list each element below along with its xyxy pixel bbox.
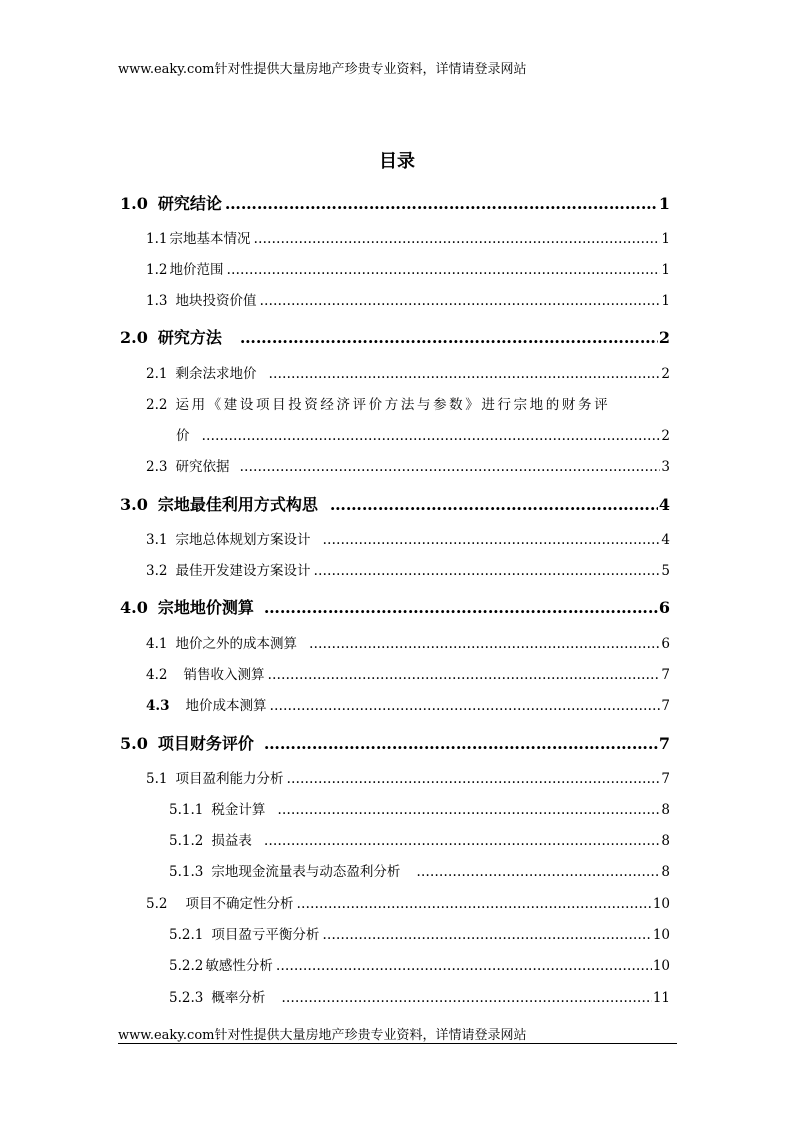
toc-entry-1-3[interactable] (146, 289, 670, 309)
toc-entry-number: 2.1 (146, 366, 168, 382)
toc-entry-number: 1.2 (146, 262, 168, 278)
toc-entry-number: 5.1.3 (169, 864, 204, 880)
toc-entry-label: 地价之外的成本测算 (175, 636, 297, 652)
toc-entry-number: 3.0 (120, 495, 148, 514)
dot-leader (259, 293, 660, 309)
toc-entry-page: 7 (661, 698, 670, 714)
toc-entry-page: 1 (658, 194, 670, 213)
toc-entry-2-1[interactable] (146, 362, 670, 382)
dot-leader (330, 495, 658, 514)
toc-entry-label: 研究依据 (175, 459, 230, 475)
dot-leader (264, 833, 661, 849)
dot-leader (322, 532, 660, 548)
toc-entry-number: 1.3 (146, 293, 168, 309)
dot-leader (253, 231, 660, 247)
dot-leader (416, 864, 660, 880)
dot-leader (267, 667, 660, 683)
toc-entry-label: 项目财务评价 (157, 734, 254, 753)
toc-entry-label: 项目不确定性分析 (185, 896, 294, 912)
dot-leader (240, 328, 658, 347)
toc-entry-5-2-1[interactable] (169, 923, 670, 943)
toc-entry-page: 8 (661, 833, 670, 849)
footer-divider (118, 1043, 677, 1044)
toc-entry-1-1[interactable] (146, 227, 670, 247)
toc-entry-page: 5 (661, 563, 670, 579)
toc-entry-label: 地价成本测算 (185, 698, 267, 714)
toc-entry-page: 7 (661, 667, 670, 683)
dot-leader (225, 194, 658, 213)
toc-entry-label: 最佳开发建设方案设计 (175, 563, 311, 579)
dot-leader (264, 598, 658, 617)
toc-entry-number: 5.2.1 (169, 927, 204, 943)
toc-title: 目录 (379, 151, 415, 172)
toc-entry-label: 概率分析 (211, 990, 266, 1006)
toc-entry-page: 10 (652, 927, 670, 943)
toc-entry-5-1-2[interactable] (169, 829, 670, 849)
toc-entry-page: 7 (661, 771, 670, 787)
toc-entry-page: 1 (661, 231, 670, 247)
toc-entry-label: 项目盈亏平衡分析 (211, 927, 320, 943)
toc-entry-page: 7 (658, 734, 670, 753)
toc-entry-4-3[interactable] (146, 694, 670, 714)
toc-entry-number: 5.0 (120, 734, 148, 753)
toc-entry-5-2-3[interactable] (169, 986, 670, 1006)
toc-entry-number: 1.1 (146, 231, 168, 247)
toc-entry-3-1[interactable] (146, 528, 670, 548)
toc-entry-label: 税金计算 (211, 802, 266, 818)
toc-entry-page: 4 (658, 495, 670, 514)
toc-entry-number: 5.2.2 (169, 958, 204, 974)
toc-entry-label: 地价范围 (169, 262, 224, 278)
toc-entry-page: 10 (652, 896, 670, 912)
dot-leader (270, 698, 661, 714)
toc-entry-label: 宗地总体规划方案设计 (175, 532, 311, 548)
dot-leader (281, 990, 651, 1006)
toc-entry-page: 10 (652, 958, 670, 974)
toc-entry-number: 5.1 (146, 771, 168, 787)
toc-entry-label: 项目盈利能力分析 (175, 771, 284, 787)
toc-entry-page: 4 (661, 532, 670, 548)
toc-entry-3-0[interactable] (120, 492, 670, 515)
toc-entry-page: 11 (652, 990, 670, 1006)
toc-entry-page: 1 (661, 293, 670, 309)
dot-leader (277, 802, 660, 818)
toc-entry-page: 3 (661, 459, 670, 475)
header-note: www.eaky.com针对性提供大量房地产珍贵专业资料，详情请登录网站 (118, 62, 527, 77)
toc-entry-page: 8 (661, 864, 670, 880)
toc-entry-label: 宗地现金流量表与动态盈利分析 (211, 864, 401, 880)
toc-entry-5-0[interactable] (120, 731, 670, 754)
toc-entry-number: 1.0 (120, 194, 148, 213)
toc-entry-4-1[interactable] (146, 632, 670, 652)
toc-entry-label: 地块投资价值 (175, 293, 257, 309)
toc-entry-label: 宗地地价测算 (157, 598, 254, 617)
toc-entry-page: 8 (661, 802, 670, 818)
toc-entry-5-1-3[interactable] (169, 860, 670, 880)
toc-entry-number: 3.1 (146, 532, 168, 548)
toc-entry-label: 研究方法 (157, 328, 222, 347)
toc-entry-2-3[interactable] (146, 455, 670, 475)
dot-leader (239, 459, 660, 475)
dot-leader (322, 927, 651, 943)
toc-entry-5-2-2[interactable] (169, 954, 670, 974)
toc-entry-4-0[interactable] (120, 595, 670, 618)
toc-entry-label: 宗地基本情况 (169, 231, 251, 247)
toc-entry-2-0[interactable] (120, 325, 670, 348)
toc-entry-number: 5.1.2 (169, 833, 204, 849)
dot-leader (286, 771, 660, 787)
footer-note: www.eaky.com针对性提供大量房地产珍贵专业资料，详情请登录网站 (118, 1028, 527, 1043)
toc-entry-3-2[interactable] (146, 559, 670, 579)
dot-leader (276, 958, 652, 974)
dot-leader (226, 262, 660, 278)
toc-entry-number: 5.1.1 (169, 802, 204, 818)
toc-entry-1-2[interactable] (146, 258, 670, 278)
dot-leader (268, 366, 660, 382)
toc-entry-2-2[interactable] (146, 393, 670, 413)
toc-entry-number: 2.2 (146, 397, 168, 413)
toc-entry-page: 2 (658, 328, 670, 347)
toc-entry-label-continuation: 价 (176, 428, 190, 444)
toc-entry-2-2-continuation[interactable] (176, 424, 670, 444)
dot-leader (309, 636, 660, 652)
dot-leader (296, 896, 651, 912)
toc-entry-label: 损益表 (211, 833, 252, 849)
toc-entry-number: 5.2.3 (169, 990, 204, 1006)
toc-entry-number: 3.2 (146, 563, 168, 579)
toc-entry-label: 研究结论 (157, 194, 222, 213)
toc-entry-label: 剩余法求地价 (175, 366, 257, 382)
dot-leader (264, 734, 658, 753)
toc-entry-number: 4.0 (120, 598, 148, 617)
toc-entry-number: 2.0 (120, 328, 148, 347)
toc-entry-page: 2 (661, 366, 670, 382)
toc-entry-label: 销售收入测算 (183, 667, 265, 683)
toc-entry-page: 6 (658, 598, 670, 617)
toc-entry-label: 运用《建设项目投资经济评价方法与参数》进行宗地的财务评 (175, 397, 611, 413)
toc-entry-5-1-1[interactable] (169, 798, 670, 818)
toc-entry-label: 宗地最佳利用方式构思 (157, 495, 318, 514)
toc-entry-number: 4.1 (146, 636, 168, 652)
toc-entry-page: 2 (661, 428, 670, 444)
toc-entry-5-1[interactable] (146, 767, 670, 787)
toc-entry-4-2[interactable] (146, 663, 670, 683)
toc-entry-page: 6 (661, 636, 670, 652)
dot-leader (202, 428, 661, 444)
toc-entry-1-0[interactable] (120, 191, 670, 214)
toc-entry-number: 4.3 (146, 698, 170, 714)
toc-entry-number: 2.3 (146, 459, 168, 475)
dot-leader (313, 563, 660, 579)
toc-entry-5-2[interactable] (146, 892, 670, 912)
toc-entry-page: 1 (661, 262, 670, 278)
toc-entry-label: 敏感性分析 (205, 958, 273, 974)
toc-entry-number: 4.2 (146, 667, 168, 683)
toc-entry-number: 5.2 (146, 896, 168, 912)
